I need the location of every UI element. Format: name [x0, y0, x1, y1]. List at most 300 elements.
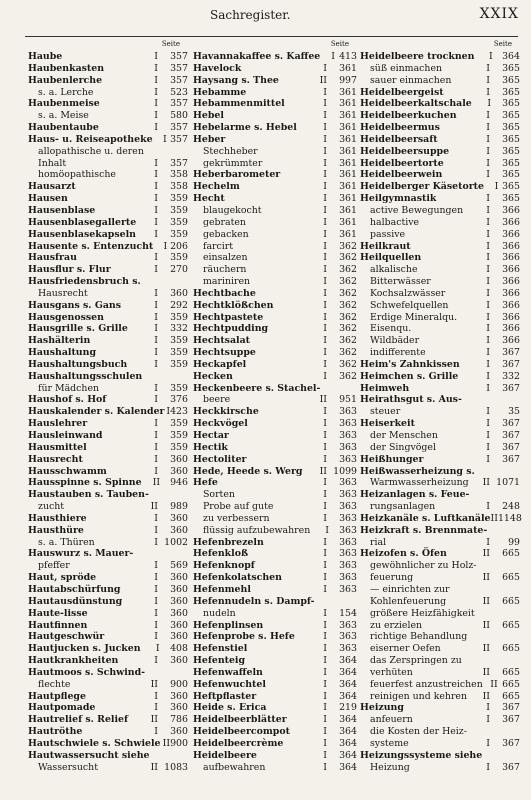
- entry-term: Hebelarme s. Hebel: [193, 122, 297, 134]
- entry-term: Heber: [193, 133, 226, 145]
- entry-page: 360: [170, 512, 188, 524]
- entry-volume: [138, 548, 158, 560]
- entry-page: 365: [502, 62, 520, 74]
- entry-term: Hausschwamm: [28, 465, 107, 477]
- entry-term: zu erzielen: [370, 619, 423, 631]
- index-entry: [360, 537, 520, 549]
- entry-term: Kochsalzwässer: [370, 287, 446, 299]
- entry-term: steuer: [370, 406, 401, 418]
- entry-page: [497, 750, 520, 762]
- entry-page: 359: [170, 441, 188, 453]
- index-entry: [28, 608, 188, 620]
- index-entry: [28, 288, 188, 300]
- entry-page: 361: [339, 204, 357, 216]
- entry-volume: I: [154, 228, 158, 240]
- entry-volume: I: [486, 276, 490, 288]
- entry-volume: I: [154, 560, 158, 572]
- entry-page: 989: [170, 501, 188, 513]
- entry-volume: I: [488, 51, 493, 62]
- entry-term: Schwefelquellen: [370, 299, 449, 311]
- entry-page: 363: [339, 643, 357, 655]
- entry-page: [494, 560, 520, 572]
- entry-page: 359: [170, 418, 188, 430]
- index-entry: [193, 714, 357, 726]
- entry-term: Hectik: [193, 441, 228, 453]
- index-entry: [360, 620, 520, 632]
- index-entry: [193, 87, 357, 99]
- index-entry: [28, 312, 188, 324]
- entry-page: 357: [170, 157, 188, 169]
- entry-volume: I: [154, 702, 158, 714]
- entry-page: 361: [339, 157, 357, 169]
- entry-volume: I: [154, 74, 158, 86]
- entry-page: 363: [339, 441, 357, 453]
- entry-page: 360: [170, 572, 188, 584]
- entry-volume: I: [486, 86, 490, 98]
- entry-term: Heidelbeerkuchen: [360, 110, 457, 122]
- entry-page: 359: [170, 193, 188, 205]
- entry-term: Hausenblasekapseln: [28, 228, 136, 240]
- index-entry: [28, 146, 188, 158]
- entry-volume: II: [319, 74, 327, 86]
- entry-volume: I: [486, 501, 490, 513]
- index-entry: [28, 454, 188, 466]
- entry-page: 365: [502, 157, 520, 169]
- entry-term: Heidelbeere: [193, 749, 257, 761]
- index-entry: [28, 537, 188, 549]
- entry-volume: I: [486, 430, 490, 441]
- entry-term: Heidelbeerkaltschale: [360, 98, 472, 110]
- index-entry: [360, 584, 520, 596]
- index-entry: [28, 572, 188, 584]
- entry-term: Heimchen s. Grille: [360, 370, 459, 382]
- entry-volume: I: [154, 418, 158, 430]
- entry-term: Havannakaffee s. Kaffee: [193, 51, 321, 62]
- entry-page: 364: [339, 690, 357, 702]
- entry-volume: [475, 466, 493, 478]
- index-entry: [28, 477, 188, 489]
- index-entry: [360, 430, 520, 442]
- index-entry: [360, 134, 520, 146]
- entry-volume: I: [154, 619, 158, 631]
- seite-label: Seite: [493, 40, 512, 48]
- entry-page: 359: [170, 228, 188, 240]
- entry-volume: I: [323, 228, 327, 240]
- entry-term: Heidelbeerblätter: [193, 714, 287, 726]
- entry-volume: I: [486, 536, 490, 548]
- entry-page: 363: [339, 572, 357, 584]
- entry-term: Haus- u. Reiseapotheke: [28, 133, 153, 145]
- entry-page: 363: [339, 619, 357, 631]
- index-entry: [360, 442, 520, 454]
- entry-term: Heide s. Erica: [193, 702, 267, 714]
- entry-volume: I: [486, 714, 490, 726]
- entry-page: 366: [502, 204, 520, 216]
- entry-page: 665: [502, 678, 520, 690]
- index-entry: [28, 300, 188, 312]
- entry-volume: I: [154, 726, 158, 738]
- index-entry: [28, 584, 188, 596]
- entry-page: 99: [508, 536, 520, 548]
- entry-term: Eisenqu.: [370, 323, 412, 335]
- entry-term: Hautmoos s. Schwind-: [28, 666, 146, 678]
- entry-page: 413: [339, 51, 357, 62]
- entry-volume: I: [486, 406, 490, 418]
- entry-volume: II: [482, 643, 490, 655]
- index-entry: [360, 300, 520, 312]
- index-entry: [28, 371, 188, 383]
- entry-term: homöopathische: [38, 169, 116, 181]
- entry-page: 363: [339, 489, 357, 501]
- seite-label: Seite: [161, 40, 180, 48]
- entry-volume: I: [154, 536, 158, 548]
- entry-term: gebraten: [203, 216, 246, 228]
- entry-volume: I: [331, 51, 335, 62]
- index-entry: [28, 430, 188, 442]
- entry-volume: II: [152, 477, 161, 489]
- entry-volume: I: [486, 228, 490, 240]
- index-entry: [193, 205, 357, 217]
- entry-page: 206: [170, 240, 188, 252]
- entry-term: Heiserkeit: [360, 418, 415, 430]
- entry-volume: I: [486, 110, 490, 122]
- entry-term: pfeffer: [38, 560, 70, 572]
- entry-term: active Bewegungen: [370, 204, 464, 216]
- entry-page: 665: [502, 595, 520, 607]
- entry-term: Heizung: [370, 761, 410, 773]
- index-entry: [193, 596, 357, 608]
- entry-volume: I: [323, 193, 327, 205]
- entry-page: 363: [339, 430, 357, 441]
- entry-volume: I: [494, 181, 499, 193]
- entry-term: Hechtsuppe: [193, 347, 256, 359]
- entry-term: Hausmittel: [28, 441, 87, 453]
- index-entry: [193, 241, 357, 253]
- entry-volume: I: [323, 441, 327, 453]
- entry-volume: I: [154, 110, 158, 122]
- index-entry: [28, 87, 188, 99]
- index-entry: [193, 418, 357, 430]
- header-rule: [25, 36, 518, 37]
- entry-page: [490, 394, 520, 406]
- index-entry: [193, 454, 357, 466]
- entry-term: Heizungssysteme siehe: [360, 749, 483, 761]
- entry-page: 360: [170, 287, 188, 299]
- entry-term: Hautkrankheiten: [28, 655, 119, 667]
- entry-page: 665: [502, 666, 520, 678]
- entry-page: 1002: [164, 536, 188, 548]
- index-entry: [193, 643, 357, 655]
- entry-term: Hausenblasegallerte: [28, 216, 137, 228]
- entry-page: 359: [170, 382, 188, 394]
- entry-page: 359: [170, 335, 188, 347]
- index-entry: [360, 702, 520, 714]
- index-entry: [360, 371, 520, 383]
- index-entry: [360, 560, 520, 572]
- index-entry: [360, 359, 520, 371]
- entry-term: Haubenmeise: [28, 98, 100, 110]
- entry-page: 367: [502, 714, 520, 726]
- entry-term: Hechtsalat: [193, 335, 250, 347]
- entry-volume: [145, 667, 162, 679]
- entry-volume: [470, 631, 490, 643]
- entry-term: zucht: [38, 501, 65, 513]
- entry-page: 366: [502, 299, 520, 311]
- entry-term: Heidelbeertorte: [360, 157, 444, 169]
- entry-volume: [141, 276, 160, 288]
- entry-page: 361: [339, 145, 357, 157]
- index-entry: [193, 501, 357, 513]
- entry-term: zu verbessern: [203, 512, 270, 524]
- index-entry: [193, 394, 357, 406]
- entry-volume: I: [154, 98, 158, 110]
- entry-page: 665: [502, 548, 520, 560]
- entry-page: [490, 489, 520, 501]
- entry-page: 360: [170, 631, 188, 643]
- index-entry: [28, 347, 188, 359]
- index-entry: [360, 347, 520, 359]
- entry-volume: II: [482, 666, 490, 678]
- index-entry: [28, 122, 188, 134]
- entry-term: Haut, spröde: [28, 572, 97, 584]
- entry-volume: I: [154, 311, 158, 323]
- entry-page: 366: [502, 216, 520, 228]
- entry-term: der Singvögel: [370, 441, 436, 453]
- entry-term: für Mädchen: [38, 382, 100, 394]
- index-entry: [28, 655, 188, 667]
- entry-page: 361: [339, 228, 357, 240]
- entry-term: Hauswurz s. Mauer-: [28, 548, 134, 560]
- entry-volume: I: [486, 311, 490, 323]
- entry-term: Heckkirsche: [193, 406, 259, 418]
- entry-page: 360: [170, 726, 188, 738]
- entry-volume: [470, 655, 490, 667]
- entry-volume: I: [323, 347, 327, 359]
- entry-term: Hebamme: [193, 86, 247, 98]
- entry-volume: I: [154, 335, 158, 347]
- index-entry: [193, 122, 357, 134]
- entry-page: 360: [170, 453, 188, 465]
- entry-term: Hausrecht: [28, 453, 83, 465]
- index-entry: [193, 655, 357, 667]
- entry-volume: [315, 596, 332, 608]
- entry-term: Hebel: [193, 110, 224, 122]
- entry-page: 363: [339, 524, 357, 536]
- index-entry: [360, 288, 520, 300]
- entry-volume: II: [150, 501, 158, 513]
- entry-page: 366: [502, 311, 520, 323]
- index-entry: [360, 335, 520, 347]
- entry-page: 523: [170, 86, 188, 98]
- entry-volume: I: [486, 204, 490, 216]
- index-entry: [28, 359, 188, 371]
- entry-page: 219: [339, 702, 357, 714]
- entry-volume: [142, 371, 160, 383]
- entry-term: Heidelbeersaft: [360, 133, 438, 145]
- entry-volume: II: [150, 678, 158, 690]
- entry-volume: I: [486, 737, 490, 749]
- entry-term: Hautabschürfung: [28, 583, 121, 595]
- entry-term: Stechheber: [203, 145, 258, 157]
- index-entry: [193, 631, 357, 643]
- entry-volume: I: [323, 560, 327, 572]
- entry-volume: I: [323, 430, 327, 441]
- entry-volume: I: [323, 335, 327, 347]
- entry-term: Sorten: [203, 489, 235, 501]
- index-entry: [360, 229, 520, 241]
- entry-volume: I: [486, 157, 490, 169]
- entry-term: Warmwasserheizung: [370, 477, 469, 489]
- entry-volume: I: [154, 347, 158, 359]
- entry-volume: I: [486, 299, 490, 311]
- entry-volume: I: [323, 323, 327, 335]
- entry-term: Hausfrau: [28, 252, 77, 264]
- entry-volume: I: [154, 122, 158, 134]
- entry-term: mariniren: [203, 276, 251, 288]
- entry-page: 364: [339, 726, 357, 738]
- index-entry: [28, 51, 188, 63]
- entry-term: halbactive: [370, 216, 420, 228]
- entry-volume: I: [486, 382, 490, 394]
- entry-page: 359: [170, 311, 188, 323]
- entry-page: 423: [170, 406, 188, 418]
- entry-page: 366: [502, 335, 520, 347]
- entry-volume: I: [486, 193, 490, 205]
- entry-volume: I: [323, 536, 327, 548]
- entry-page: 362: [339, 370, 357, 382]
- entry-volume: II: [490, 678, 498, 690]
- entry-volume: [475, 608, 493, 620]
- entry-volume: [149, 489, 165, 501]
- entry-term: Hechtpudding: [193, 323, 269, 335]
- entry-page: 357: [170, 98, 188, 110]
- entry-term: Hautrelief s. Relief: [28, 714, 129, 726]
- index-entry: [193, 110, 357, 122]
- entry-volume: I: [154, 86, 158, 98]
- entry-page: [165, 489, 188, 501]
- entry-page: 365: [502, 110, 520, 122]
- index-entry: [193, 347, 357, 359]
- index-entry: [193, 442, 357, 454]
- entry-volume: I: [323, 583, 327, 595]
- entry-volume: I: [154, 583, 158, 595]
- entry-term: Haustauben s. Tauben-: [28, 489, 149, 501]
- entry-page: 332: [170, 323, 188, 335]
- index-entry: [28, 466, 188, 478]
- entry-page: 360: [170, 524, 188, 536]
- entry-volume: I: [323, 240, 327, 252]
- entry-page: 362: [339, 299, 357, 311]
- entry-term: Hefenteig: [193, 655, 246, 667]
- entry-page: 360: [170, 655, 188, 667]
- entry-term: alkalische: [370, 264, 418, 276]
- index-entry: [193, 252, 357, 264]
- index-entry: [193, 288, 357, 300]
- entry-term: Heizofen s. Öfen: [360, 548, 447, 560]
- index-entry: [193, 406, 357, 418]
- index-column-1: [28, 40, 188, 773]
- index-entry: [360, 181, 520, 193]
- entry-term: farcirt: [203, 240, 234, 252]
- entry-term: Hausfriedensbruch s.: [28, 276, 141, 288]
- entry-term: Hautfinnen: [28, 619, 88, 631]
- entry-volume: I: [323, 643, 327, 655]
- entry-term: Hefenwaffeln: [193, 666, 263, 678]
- entry-page: 361: [339, 122, 357, 134]
- index-entry: [193, 750, 357, 762]
- entry-term: Hecken: [193, 370, 233, 382]
- entry-volume: I: [486, 240, 490, 252]
- index-entry: [28, 501, 188, 513]
- index-entry: [193, 679, 357, 691]
- index-entry: [360, 169, 520, 181]
- entry-volume: I: [154, 631, 158, 643]
- entry-volume: I: [163, 240, 168, 252]
- entry-term: die Kosten der Heiz-: [370, 726, 467, 738]
- entry-page: 365: [502, 133, 520, 145]
- entry-page: 365: [502, 145, 520, 157]
- index-entry: [360, 276, 520, 288]
- entry-term: Hefenwuchtel: [193, 678, 266, 690]
- index-entry: [360, 87, 520, 99]
- index-entry: [28, 181, 188, 193]
- entry-term: nudeln: [203, 607, 236, 619]
- index-entry: [28, 110, 188, 122]
- entry-term: sauer einmachen: [370, 74, 452, 86]
- entry-term: Hausenblase: [28, 204, 96, 216]
- entry-page: 362: [339, 252, 357, 264]
- entry-page: 580: [170, 110, 188, 122]
- entry-term: Hausleinwand: [28, 430, 103, 441]
- entry-volume: [320, 383, 335, 395]
- entry-volume: I: [323, 370, 327, 382]
- index-column-3: [360, 40, 520, 773]
- entry-term: Haube: [28, 51, 63, 62]
- entry-term: Hefe: [193, 477, 218, 489]
- entry-term: Heberbarometer: [193, 169, 281, 181]
- entry-volume: I: [323, 489, 327, 501]
- entry-volume: [470, 489, 490, 501]
- entry-volume: I: [486, 74, 490, 86]
- entry-volume: II: [150, 761, 158, 773]
- entry-volume: I: [323, 276, 327, 288]
- entry-page: 360: [170, 619, 188, 631]
- index-entry: [193, 548, 357, 560]
- index-entry: [360, 98, 520, 110]
- entry-page: 1083: [164, 761, 188, 773]
- entry-volume: I: [323, 548, 327, 560]
- index-entry: [360, 679, 520, 691]
- entry-volume: I: [154, 299, 158, 311]
- entry-term: größere Heizfähigkeit: [370, 607, 475, 619]
- index-entry: [193, 560, 357, 572]
- entry-page: 358: [170, 169, 188, 181]
- entry-volume: [470, 394, 490, 406]
- index-entry: [193, 489, 357, 501]
- index-entry: [193, 620, 357, 632]
- entry-volume: I: [323, 264, 327, 276]
- entry-volume: I: [486, 133, 490, 145]
- entry-volume: I: [323, 216, 327, 228]
- index-entry: [28, 418, 188, 430]
- entry-page: 364: [339, 655, 357, 667]
- index-entry: [193, 691, 357, 703]
- index-entry: [28, 217, 188, 229]
- entry-volume: II: [482, 548, 490, 560]
- entry-volume: I: [323, 287, 327, 299]
- entry-term: Hechtklößchen: [193, 299, 274, 311]
- entry-term: s. a. Meise: [38, 110, 89, 122]
